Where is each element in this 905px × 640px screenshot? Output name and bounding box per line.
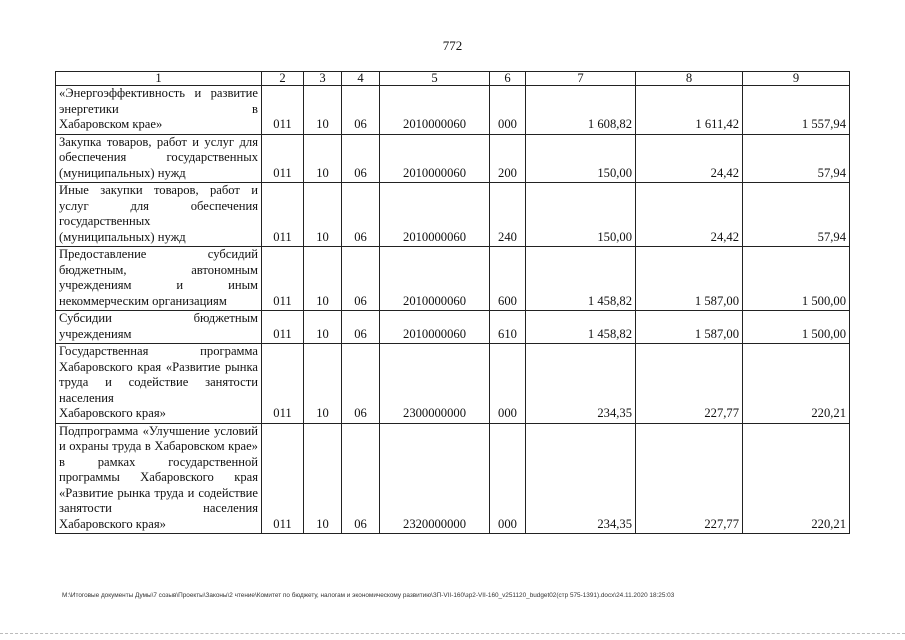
header-cell-5: 5 <box>380 72 490 86</box>
amount-cell-year-2: 227,77 <box>636 423 743 534</box>
header-cell-1: 1 <box>56 72 262 86</box>
amount-cell-year-2: 24,42 <box>636 134 743 183</box>
section-code-cell: 10 <box>304 423 342 534</box>
amount-cell-year-2: 227,77 <box>636 344 743 424</box>
page-edge-divider <box>0 633 905 634</box>
amount-cell-year-2: 1 587,00 <box>636 247 743 311</box>
section-code-cell: 10 <box>304 344 342 424</box>
amount-cell-year-3: 57,94 <box>743 183 850 247</box>
row-name-line: бюджетным, автономным <box>59 262 258 277</box>
table-row <box>56 423 850 534</box>
header-cell-7: 7 <box>526 72 636 86</box>
amount-cell-year-1: 234,35 <box>526 344 636 424</box>
row-name-line: государственной программы <box>59 454 258 484</box>
table-row <box>56 86 850 135</box>
subsection-code-cell: 06 <box>342 247 380 311</box>
table-row <box>56 344 850 424</box>
row-name-last-line: (муниципальных) нужд <box>59 165 186 180</box>
row-name-line: Хабаровском крае» в рамках <box>59 439 258 469</box>
table-row <box>56 183 850 247</box>
target-article-cell: 2320000000 <box>380 423 490 534</box>
section-code-cell: 10 <box>304 183 342 247</box>
expense-type-cell: 200 <box>490 134 526 183</box>
expense-type-cell: 610 <box>490 311 526 344</box>
amount-cell-year-3: 220,21 <box>743 344 850 424</box>
subsection-code-cell: 06 <box>342 311 380 344</box>
amount-cell-year-3: 1 557,94 <box>743 86 850 135</box>
row-name-line: рынка труда и содействие <box>117 485 258 500</box>
row-name-line: рынка труда и содействие <box>59 359 258 389</box>
table-body <box>56 86 850 534</box>
expense-type-cell: 240 <box>490 183 526 247</box>
subsection-code-cell: 06 <box>342 183 380 247</box>
subsection-code-cell: 06 <box>342 344 380 424</box>
section-code-cell: 10 <box>304 134 342 183</box>
ministry-code-cell: 011 <box>262 86 304 135</box>
expense-type-cell: 000 <box>490 423 526 534</box>
target-article-cell: 2010000060 <box>380 134 490 183</box>
row-name-line: Хабаровского края «Развитие <box>59 359 221 374</box>
row-name-cell <box>56 86 262 135</box>
amount-cell-year-1: 150,00 <box>526 183 636 247</box>
row-name-line: услуг для обеспечения <box>59 198 258 213</box>
row-name-last-line: Хабаровского края» <box>59 516 166 531</box>
subsection-code-cell: 06 <box>342 134 380 183</box>
section-code-cell: 10 <box>304 311 342 344</box>
ministry-code-cell: 011 <box>262 344 304 424</box>
header-cell-8: 8 <box>636 72 743 86</box>
header-cell-4: 4 <box>342 72 380 86</box>
page-number: 772 <box>442 38 463 53</box>
row-name-line: «Энергоэффективность и <box>59 86 202 100</box>
ministry-code-cell: 011 <box>262 423 304 534</box>
amount-cell-year-2: 1 587,00 <box>636 311 743 344</box>
row-name-line: государственных <box>166 150 258 164</box>
amount-cell-year-1: 150,00 <box>526 134 636 183</box>
amount-cell-year-1: 234,35 <box>526 423 636 534</box>
header-cell-3: 3 <box>304 72 342 86</box>
row-name-line: условий и охраны труда в <box>59 423 258 453</box>
table-row <box>56 134 850 183</box>
header-cell-9: 9 <box>743 72 850 86</box>
header-cell-2: 2 <box>262 72 304 86</box>
expense-type-cell: 000 <box>490 344 526 424</box>
budget-table <box>55 71 850 534</box>
expense-type-cell: 600 <box>490 247 526 311</box>
row-name-line: развитие энергетики в <box>59 86 258 116</box>
table-header-row <box>56 72 850 86</box>
row-name-cell <box>56 344 262 424</box>
row-name-line: Субсидии бюджетным <box>59 311 258 325</box>
row-name-line: Государственная программа <box>59 344 258 358</box>
row-name-cell <box>56 423 262 534</box>
row-name-line: Подпрограмма «Улучшение <box>59 423 210 438</box>
subsection-code-cell: 06 <box>342 423 380 534</box>
row-name-line: Хабаровского края «Развитие <box>59 470 258 500</box>
row-name-last-line: учреждениям <box>59 326 132 341</box>
target-article-cell: 2010000060 <box>380 183 490 247</box>
row-name-line: государственных <box>59 214 151 228</box>
ministry-code-cell: 011 <box>262 311 304 344</box>
amount-cell-year-1: 1 608,82 <box>526 86 636 135</box>
section-code-cell: 10 <box>304 247 342 311</box>
amount-cell-year-2: 1 611,42 <box>636 86 743 135</box>
amount-cell-year-2: 24,42 <box>636 183 743 247</box>
target-article-cell: 2010000060 <box>380 86 490 135</box>
table-row <box>56 311 850 344</box>
row-name-line: занятости населения <box>59 375 258 405</box>
row-name-last-line: (муниципальных) нужд <box>59 229 186 244</box>
target-article-cell: 2010000060 <box>380 247 490 311</box>
row-name-cell <box>56 247 262 311</box>
subsection-code-cell: 06 <box>342 86 380 135</box>
amount-cell-year-3: 220,21 <box>743 423 850 534</box>
row-name-last-line: некоммерческим организациям <box>59 293 227 308</box>
row-name-line: Иные закупки товаров, работ и <box>59 183 258 197</box>
target-article-cell: 2010000060 <box>380 311 490 344</box>
ministry-code-cell: 011 <box>262 247 304 311</box>
amount-cell-year-1: 1 458,82 <box>526 311 636 344</box>
row-name-last-line: Хабаровском крае» <box>59 117 163 131</box>
row-name-line: Закупка товаров, работ и услуг <box>59 134 235 149</box>
table-row <box>56 247 850 311</box>
header-cell-6: 6 <box>490 72 526 86</box>
row-name-cell <box>56 311 262 344</box>
row-name-line: занятости населения <box>59 501 258 515</box>
amount-cell-year-3: 1 500,00 <box>743 247 850 311</box>
ministry-code-cell: 011 <box>262 134 304 183</box>
row-name-line: учреждениям и иным <box>59 278 258 292</box>
amount-cell-year-1: 1 458,82 <box>526 247 636 311</box>
amount-cell-year-3: 1 500,00 <box>743 311 850 344</box>
document-path-footer: M:\Итоговые документы Думы\7 созыв\Проекты\Законы\2 чтение\Комитет по бюджету, налогам и экономическому развитию\ЗП-VII-160\зр2-VII-160_v251120_budget02(стр 575-1391).docx\24.11.2020 18:25:03 <box>62 592 675 599</box>
row-name-last-line: Хабаровского края» <box>59 406 166 420</box>
section-code-cell: 10 <box>304 86 342 135</box>
target-article-cell: 2300000000 <box>380 344 490 424</box>
row-name-cell <box>56 183 262 247</box>
ministry-code-cell: 011 <box>262 183 304 247</box>
row-name-line: для обеспечения <box>59 134 258 164</box>
amount-cell-year-3: 57,94 <box>743 134 850 183</box>
row-name-cell <box>56 134 262 183</box>
expense-type-cell: 000 <box>490 86 526 135</box>
row-name-line: Предоставление субсидий <box>59 247 258 261</box>
